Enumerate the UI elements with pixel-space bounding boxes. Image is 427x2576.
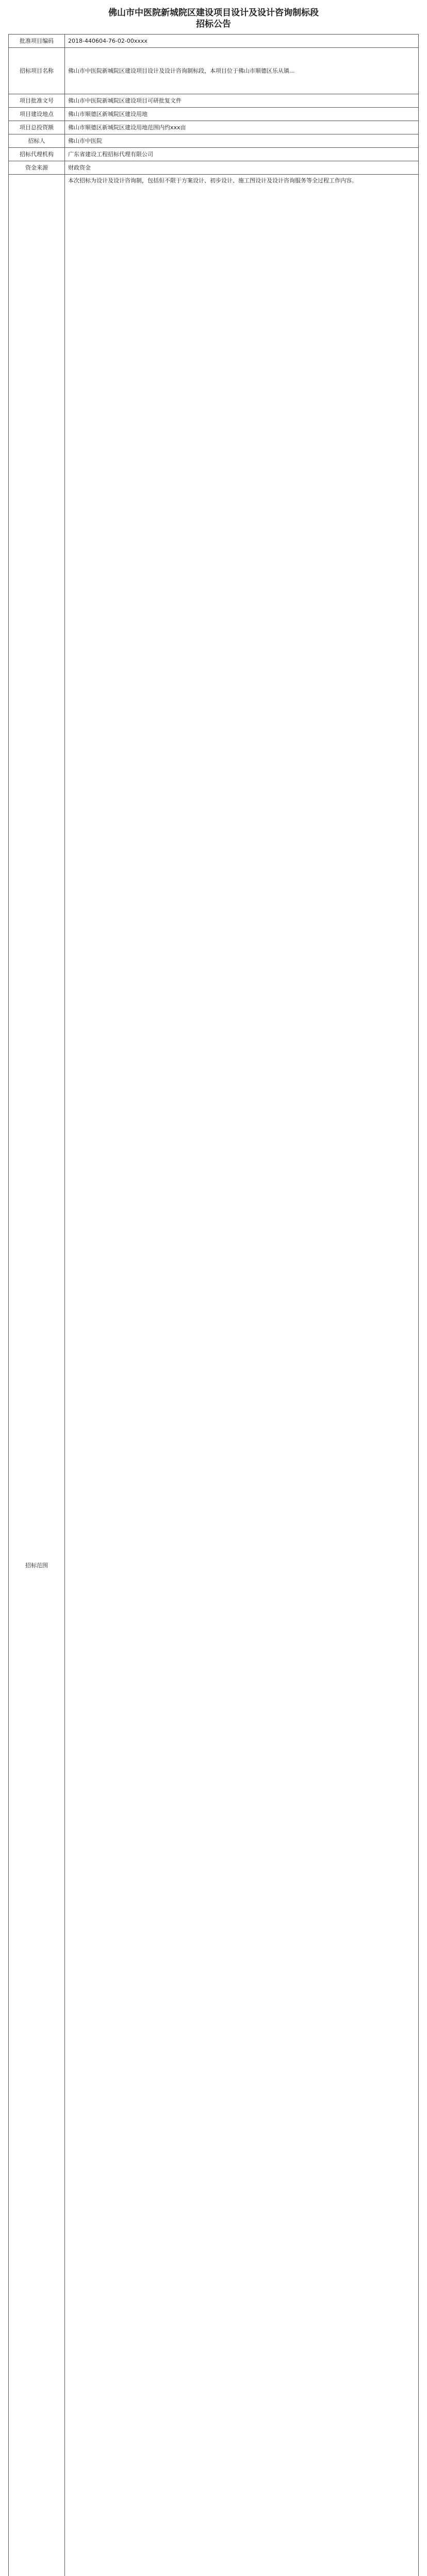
row-value: 佛山市顺德区新城院区建设用地 — [65, 108, 419, 121]
row-value: 广东省建设工程招标代理有限公司 — [65, 148, 419, 161]
row-label: 招标项目名称 — [9, 48, 65, 94]
row-value: 佛山市中医院 — [65, 134, 419, 148]
row-label: 招标范围 — [9, 175, 65, 2576]
table-row — [9, 35, 419, 48]
table-row — [9, 48, 419, 94]
row-label: 招标代理机构 — [9, 148, 65, 161]
table-row — [9, 161, 419, 175]
table-row — [9, 134, 419, 148]
row-value: 财政资金 — [65, 161, 419, 175]
row-value: 佛山市顺德区新城院区建设用地范围内约xxx亩 — [65, 121, 419, 134]
row-label: 招标人 — [9, 134, 65, 148]
row-label: 项目批准文号 — [9, 94, 65, 108]
row-label: 项目建设地点 — [9, 108, 65, 121]
row-value: 本次招标为设计及设计咨询制，包括但不限于方案设计、初步设计、施工图设计及设计咨询服务等全过程工作内容。 — [65, 175, 419, 2576]
table-row — [9, 121, 419, 134]
row-label: 资金来源 — [9, 161, 65, 175]
table-row — [9, 94, 419, 108]
row-label: 批准项目编码 — [9, 35, 65, 48]
page-title: 佛山市中医院新城院区建设项目设计及设计咨询制标段 — [108, 8, 319, 18]
table-row — [9, 175, 419, 2576]
announcement-table — [8, 34, 419, 2576]
row-value: 佛山市中医院新城院区建设项目可研批复文件 — [65, 94, 419, 108]
table-row — [9, 148, 419, 161]
row-value: 佛山市中医院新城院区建设项目设计及设计咨询制标段，本项目位于佛山市顺德区乐从镇... — [65, 48, 419, 94]
row-value: 2018-440604-76-02-00xxxx — [65, 35, 419, 48]
page-subtitle: 招标公告 — [196, 19, 231, 29]
row-label: 项目总投资额 — [9, 121, 65, 134]
table-row — [9, 108, 419, 121]
